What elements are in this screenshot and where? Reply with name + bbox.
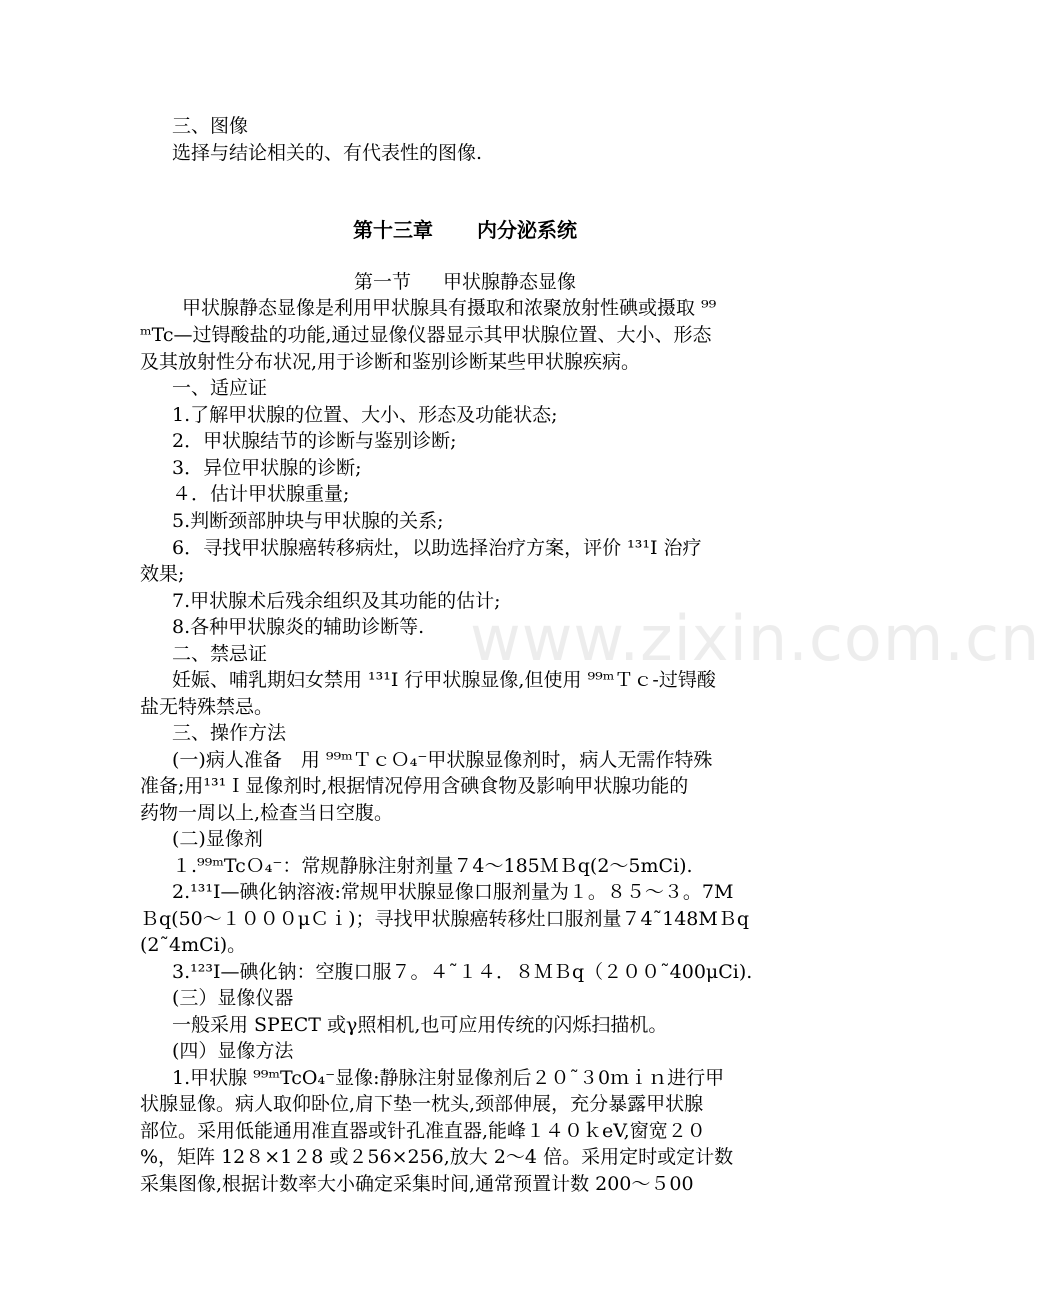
paragraph-line: 一般采用 SPECT 或γ照相机,也可应用传统的闪烁扫描机。	[172, 1014, 668, 1036]
heading-indications: 一、适应证	[172, 377, 268, 399]
paragraph-line: 盐无特殊禁忌。	[140, 696, 274, 718]
list-item: 2．甲状腺结节的诊断与鉴别诊断;	[172, 430, 457, 452]
chapter-number: 第十三章	[353, 218, 433, 242]
list-item-continued: 效果;	[140, 563, 185, 585]
list-item: 2.¹³¹I—碘化钠溶液:常规甲状腺显像口服剂量为１。８５～３。7M	[172, 881, 734, 903]
subheading-agents: (二)显像剂	[172, 828, 263, 850]
list-item-continued: Ｂq(50～１０００μＣｉ)；寻找甲状腺癌转移灶口服剂量７4˜148MＢq	[140, 908, 749, 930]
section-title	[140, 269, 790, 295]
paragraph-line: ᵐTc—过锝酸盐的功能,通过显像仪器显示其甲状腺位置、大小、形态	[140, 324, 712, 346]
section-heading-images: 三、图像	[172, 115, 249, 137]
chapter-title	[140, 217, 790, 243]
paragraph-line: (一)病人准备 用 ⁹⁹ᵐＴｃＯ₄⁻甲状腺显像剂时，病人无需作特殊	[172, 749, 713, 771]
section-name: 甲状腺静态显像	[443, 271, 577, 293]
paragraph-line: 部位。采用低能通用准直器或针孔准直器,能峰１４０ｋeV,窗宽２０	[140, 1120, 706, 1142]
list-item: 3．异位甲状腺的诊断;	[172, 457, 362, 479]
paragraph-line: 采集图像,根据计数率大小确定采集时间,通常预置计数 200～５00	[140, 1173, 694, 1195]
section-number: 第一节	[353, 271, 411, 293]
paragraph-line: %，矩阵 12８×1２8 或２56×256,放大 2～4 倍。采用定时或定计数	[140, 1146, 734, 1168]
paragraph-line: 状腺显像。病人取仰卧位,肩下垫一枕头,颈部伸展，充分暴露甲状腺	[140, 1093, 704, 1115]
list-item: 3.¹²³I—碘化钠：空腹口服７。４˜１４．８ＭＢq（２００˜400μCi).	[172, 961, 753, 983]
list-item: １.⁹⁹ᵐTcＯ₄⁻：常规静脉注射剂量７4～185ＭＢq(2～5mCi).	[172, 855, 693, 877]
list-item: 6．寻找甲状腺癌转移病灶，以助选择治疗方案，评价 ¹³¹I 治疗	[172, 537, 702, 559]
list-item: 7.甲状腺术后残余组织及其功能的估计;	[172, 590, 501, 612]
paragraph-line: 准备;用¹³¹Ｉ显像剂时,根据情况停用含碘食物及影响甲状腺功能的	[140, 775, 689, 797]
paragraph-line: 1.甲状腺 ⁹⁹ᵐTcO₄⁻显像:静脉注射显像剂后２０˜３0ｍｉｎ进行甲	[172, 1067, 725, 1089]
paragraph-text: 选择与结论相关的、有代表性的图像.	[172, 142, 483, 164]
list-item: 1.了解甲状腺的位置、大小、形态及功能状态;	[172, 404, 558, 426]
chapter-name: 内分泌系统	[477, 218, 577, 242]
heading-procedure: 三、操作方法	[172, 722, 287, 744]
list-item: 8.各种甲状腺炎的辅助诊断等.	[172, 616, 425, 638]
heading-contraindications: 二、禁忌证	[172, 643, 268, 665]
paragraph-line: 甲状腺静态显像是利用甲状腺具有摄取和浓聚放射性碘或摄取 ⁹⁹	[182, 297, 717, 319]
paragraph-line: 及其放射性分布状况,用于诊断和鉴别诊断某些甲状腺疾病。	[140, 351, 641, 373]
paragraph-line: 妊娠、哺乳期妇女禁用 ¹³¹I 行甲状腺显像,但使用 ⁹⁹ᵐＴｃ-过锝酸	[172, 669, 716, 691]
list-item: ４．估计甲状腺重量;	[172, 483, 350, 505]
subheading-methods: (四）显像方法	[172, 1040, 294, 1062]
list-item-continued: (2˜4mCi)。	[140, 934, 247, 956]
watermark: www.zixin.com.cn	[470, 602, 1040, 675]
list-item: 5.判断颈部肿块与甲状腺的关系;	[172, 510, 444, 532]
paragraph-line: 药物一周以上,检查当日空腹。	[140, 802, 394, 824]
subheading-instruments: (三）显像仪器	[172, 987, 294, 1009]
